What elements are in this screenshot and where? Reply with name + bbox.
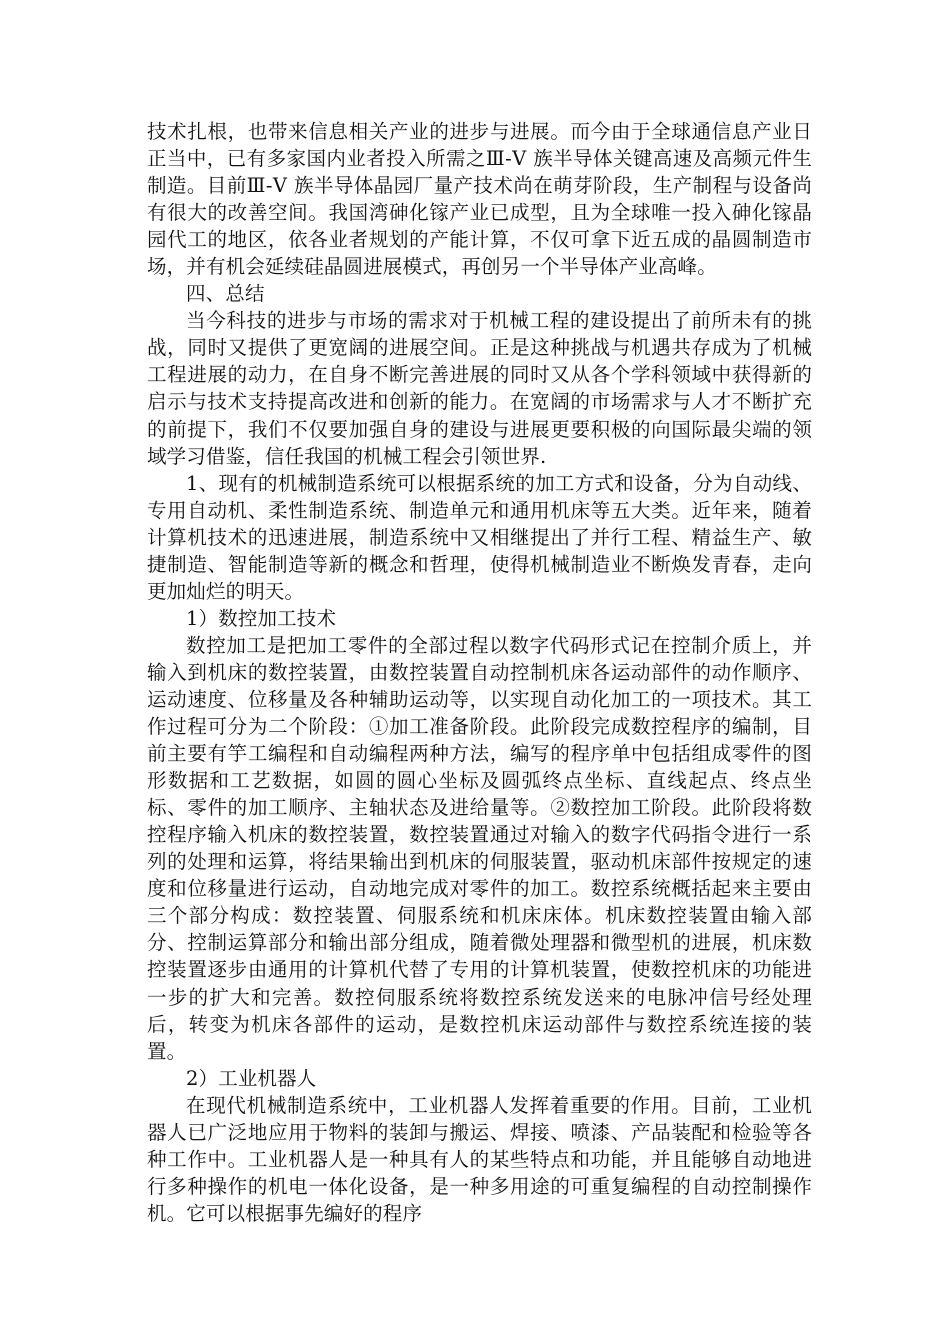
body-paragraph: 在现代机械制造系统中，工业机器人发挥着重要的作用。目前，工业机器人已广泛地应用于物料的装卸与搬运、焊接、喷漆、产品装配和检验等各种工作中。工业机器人是一种具有人的某些特点和功能，并且能够自动地进行多种操作的机电一体化设备，是一种多用途的可重复编程的自动控制操作机。它可以根据事先编好的程序 — [147, 1093, 812, 1225]
body-paragraph: 数控加工是把加工零件的全部过程以数字代码形式记在控制介质上，并输入到机床的数控装置，由数控装置自动控制机床各运动部件的动作顺序、运动速度、位移量及各种辅助运动等，以实现自动化加工的一项技术。其工作过程可分为二个阶段：①加工准备阶段。此阶段完成数控程序的编制，目前主要有竽工编程和自动编程两种方法，编写的程序单中包括组成零件的图形数据和工艺数据，如圆的圆心坐标及圆弧终点坐标、直线起点、终点坐标、零件的加工顺序、主轴状态及进给量等。②数控加工阶段。此阶段将数控程序输入机床的数控装置，数控装置通过对输入的数字代码指令进行一系列的处理和运算，将结果输出到机床的伺服装置，驱动机床部件按规定的速度和位移量进行运动，自动地完成对零件的加工。数控系统概括起来主要由三个部分构成：数控装置、伺服系统和机床床体。机床数控装置由输入部分、控制运算部分和输出部分组成，随着微处理器和微型机的进展，机床数控装置逐步由通用的计算机代替了专用的计算机装置，使数控机床的功能进一步的扩大和完善。数控伺服系统将数控系统发送来的电脉冲信号经处理后，转变为机床各部件的运动，是数控机床运动部件与数控系统连接的装置。 — [147, 633, 812, 1063]
body-paragraph: 1、现有的机械制造系统可以根据系统的加工方式和设备，分为自动线、专用自动机、柔性制造系统、制造单元和通用机床等五大类。近年来，随着计算机技术的迅速进展，制造系统中又相继提出了并行工程、精益生产、敏捷制造、智能制造等新的概念和哲理，使得机械制造业不断焕发青春，走向更加灿烂的明天。 — [147, 471, 812, 603]
subsection-heading: 2）工业机器人 — [186, 1066, 317, 1090]
subsection-heading: 1）数控加工技术 — [186, 606, 337, 630]
body-paragraph: 当今科技的进步与市场的需求对于机械工程的建设提出了前所未有的挑战，同时又提供了更宽阔的进展空间。正是这种挑战与机遇共存成为了机械工程进展的动力，在自身不断完善进展的同时又从各个学科领域中获得新的启示与技术支持提高改进和创新的能力。在宽阔的市场需求与人才不断扩充的前提下，我们不仅要加强自身的建设与进展更要积极的向国际最尖端的领域学习借鉴，信任我国的机械工程会引领世界. — [147, 309, 812, 468]
section-heading: 四、总结 — [186, 282, 265, 306]
body-paragraph: 技术扎根，也带来信息相关产业的进步与进展。而今由于全球通信息产业日正当中，已有多家国内业者投入所需之Ⅲ-Ⅴ 族半导体关键高速及高频元件生制造。目前Ⅲ-Ⅴ 族半导体晶园厂量产技术尚在萌芽阶段，生产制程与设备尚有很大的改善空间。我国湾砷化镓产业已成型，且为全球唯一投入砷化镓晶园代工的地区，依各业者规划的产能计算，不仅可拿下近五成的晶圆制造市场，并有机会延续硅晶圆进展模式，再创另一个半导体产业高峰。 — [147, 120, 812, 279]
document-page — [147, 118, 812, 1227]
